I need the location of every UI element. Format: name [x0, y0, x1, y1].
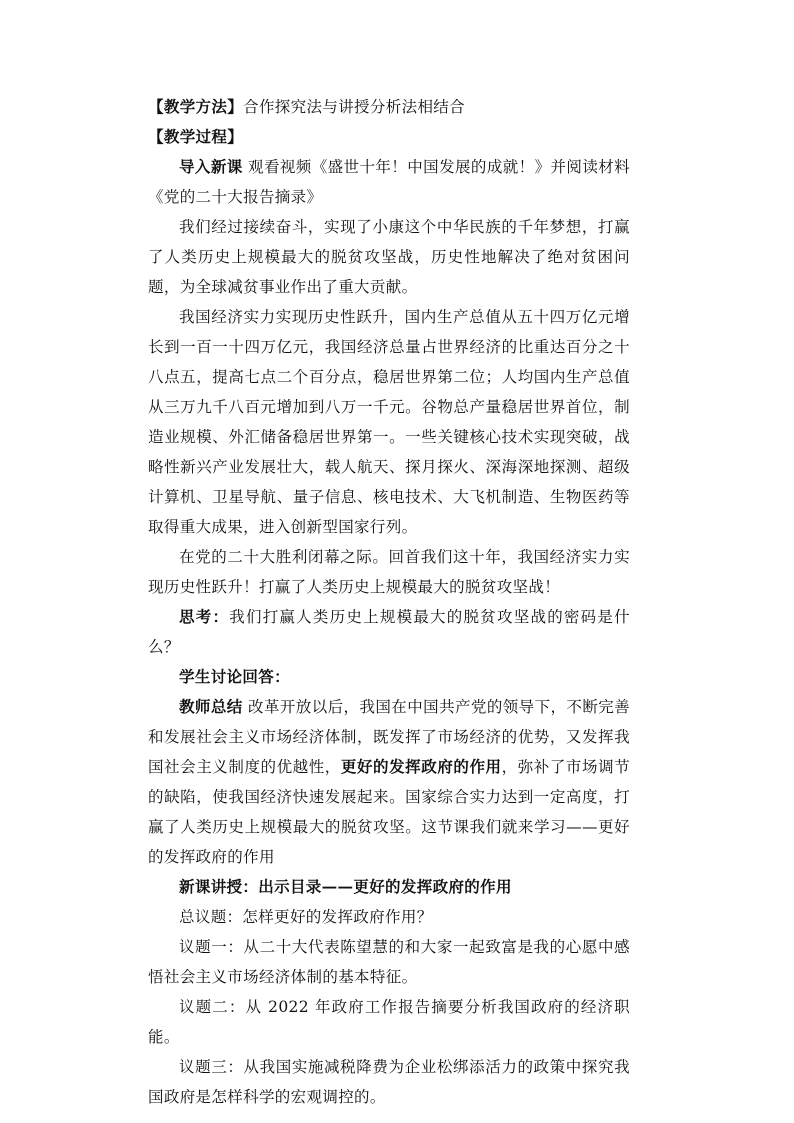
paragraph-1: 我们经过接续奋斗，实现了小康这个中华民族的千年梦想，打赢了人类历史上规模最大的脱贫攻坚战，历史性地解决了绝对贫困问题，为全球减贫事业作出了重大贡献。 — [148, 218, 630, 296]
summary-emphasis: 更好的发挥政府的作用 — [340, 757, 502, 776]
topic-2: 议题二：从 2022 年政府工作报告摘要分析我国政府的经济职能。 — [148, 998, 630, 1046]
think-text: 我们打赢人类历史上规模最大的脱贫攻坚战的密码是什么？ — [148, 608, 630, 656]
summary-paragraph — [148, 692, 630, 872]
discussion-label: 学生讨论回答： — [179, 667, 290, 686]
topic-1: 议题一：从二十大代表陈望慧的和大家一起致富是我的心愿中感悟社会主义市场经济体制的基本特征。 — [148, 938, 630, 986]
teaching-process-heading — [148, 122, 630, 152]
summary-label: 教师总结 — [179, 697, 243, 716]
think-label: 思考： — [179, 607, 230, 626]
discussion-paragraph — [148, 662, 630, 692]
teaching-method-text: 合作探究法与讲授分析法相结合 — [243, 98, 466, 116]
teaching-method-label: 【教学方法】 — [148, 97, 244, 116]
intro-text: 观看视频《盛世十年！中国发展的成就！》并阅读材料《党的二十大报告摘录》 — [148, 158, 631, 206]
topic-main: 总议题：怎样更好的发挥政府作用？ — [179, 908, 433, 926]
summary-text-a: 改革开放以后，我国在中国共产党的领导下，不断完善和发展社会主义市场经济体制，既发挥了市场经济的优势，又发挥我国社会主义制度的优越性， — [148, 698, 631, 776]
teaching-process-label: 【教学过程】 — [148, 127, 244, 146]
topic-3: 议题三：从我国实施减税降费为企业松绑添活力的政策中探究我国政府是怎样科学的宏观调控的。 — [148, 1058, 630, 1106]
document-body — [148, 92, 630, 1112]
summary-text-b: ，弥补了市场调节的缺陷，使我国经济快速发展起来。国家综合实力达到一定高度，打赢了人类历史上规模最大的脱贫攻坚。这节课我们就来学习——更好的发挥政府的作用 — [148, 758, 630, 866]
paragraph-3: 在党的二十大胜利闭幕之际。回首我们这十年，我国经济实力实现历史性跃升！打赢了人类历史上规模最大的脱贫攻坚战！ — [148, 548, 630, 596]
teaching-method-line — [148, 92, 630, 122]
intro-label: 导入新课 — [179, 157, 243, 176]
new-lesson-heading — [148, 872, 630, 902]
paragraph-2: 我国经济实力实现历史性跃升，国内生产总值从五十四万亿元增长到一百一十四万亿元，我国经济总量占世界经济的比重达百分之十八点五，提高七点二个百分点，稳居世界第二位；人均国内生产总值从三万九千八百元增加到八万一千元。谷物总产量稳居世界首位，制造业规模、外汇储备稳居世界第一。一些关键核心技术实现突破，战略性新兴产业发展壮大，载人航天、探月探火、深海深地探测、超级计算机、卫星导航、量子信息、核电技术、大飞机制造、生物医药等取得重大成果，进入创新型国家行列。 — [148, 308, 630, 536]
think-paragraph — [148, 602, 630, 662]
intro-paragraph — [148, 152, 630, 212]
new-lesson-label: 新课讲授：出示目录——更好的发挥政府的作用 — [179, 877, 512, 896]
